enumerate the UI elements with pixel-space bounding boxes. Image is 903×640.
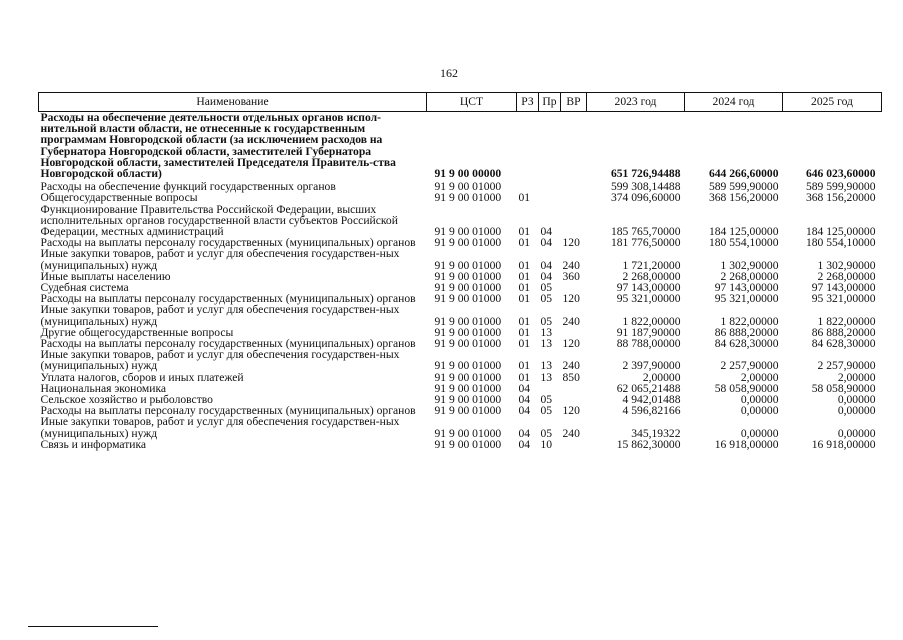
cell-cst: 91 9 00 01000 [434, 292, 502, 306]
cell-y2: 84 628,30000 [714, 337, 779, 351]
cell-rz: 01 [518, 325, 531, 339]
cell-name: Общегосударственные вопросы [40, 191, 198, 205]
header-name: Наименование [39, 93, 427, 112]
cell-rz: 01 [518, 337, 531, 351]
cell-y1: 62 065,21488 [616, 381, 681, 395]
cell-cst: 91 9 00 00000 [427, 112, 517, 182]
cell-rz: 04 [518, 437, 531, 451]
cell-y2: 16 918,00000 [714, 437, 779, 451]
budget-table-container [38, 92, 881, 450]
cell-cst: 91 9 00 01000 [434, 381, 502, 395]
cell-y2: 86 888,20000 [714, 325, 779, 339]
cell-cst: 91 9 00 01000 [434, 404, 502, 418]
cell-rz: 04 [518, 381, 531, 395]
cell-y2: 1 302,90000 [720, 258, 779, 272]
cell-y1: 4 596,82166 [622, 404, 681, 418]
cell-pr: 04 [540, 225, 553, 239]
header-cst: ЦСТ [427, 93, 517, 112]
cell-name: Расходы на выплаты персоналу государственных (муниципальных) органов [40, 236, 416, 250]
table-body [39, 112, 882, 451]
cell-y1: 91 187,90000 [616, 325, 681, 339]
cell-name: Расходы на обеспечение деятельности отдельных органов испол-нительной власти области, не отнесенные к государственным программам Новгородской области (за исключением расходов на Губернатора Новгородской области, заместителей Губернатора Новгородской области, заместителей Председателя Правитель-ства Новгородской области) [39, 112, 427, 182]
cell-y2: 0,00000 [740, 404, 779, 418]
cell-cst: 91 9 00 01000 [434, 337, 502, 351]
cell-rz: 04 [518, 426, 531, 440]
cell-vr: 240 [562, 258, 580, 272]
cell-y3: 646 023,60000 [783, 112, 882, 182]
header-vr: ВР [561, 93, 587, 112]
header-year-2023: 2023 год [587, 93, 685, 112]
cell-y3: 84 628,30000 [811, 337, 876, 351]
cell-name: Расходы на выплаты персоналу государственных (муниципальных) органов [40, 337, 416, 351]
cell-y1: 1 822,00000 [622, 314, 681, 328]
cell-vr [561, 181, 587, 192]
header-pr: Пр [539, 93, 561, 112]
cell-y3: 2 268,00000 [817, 269, 876, 283]
cell-cst: 91 9 00 01000 [434, 359, 502, 373]
cell-rz: 01 [518, 292, 531, 306]
cell-y2: 58 058,90000 [714, 381, 779, 395]
cell-y3: 58 058,90000 [811, 381, 876, 395]
cell-y3: 1 822,00000 [817, 314, 876, 328]
cell-cst: 91 9 00 01000 [434, 269, 502, 283]
cell-vr: 360 [562, 269, 580, 283]
cell-rz [517, 112, 539, 182]
cell-name: Иные закупки товаров, работ и услуг для обеспечения государствен-ных (муниципальных) нужд [40, 415, 400, 440]
cell-name: Уплата налогов, сборов и иных платежей [40, 370, 244, 384]
cell-y3: 95 321,00000 [811, 292, 876, 306]
cell-pr: 04 [540, 236, 553, 250]
cell-y1: 2,00000 [642, 370, 681, 384]
table-row [39, 304, 882, 326]
cell-y3: 1 302,90000 [817, 258, 876, 272]
cell-pr [539, 112, 561, 182]
cell-y2: 95 321,00000 [714, 292, 779, 306]
cell-rz: 01 [518, 281, 531, 295]
cell-y3: 0,00000 [837, 426, 876, 440]
cell-vr [561, 192, 587, 203]
cell-y1: 15 862,30000 [616, 437, 681, 451]
cell-pr: 05 [540, 292, 553, 306]
cell-y3: 180 554,10000 [805, 236, 876, 250]
cell-pr: 05 [540, 404, 553, 418]
cell-y2: 180 554,10000 [708, 236, 779, 250]
table-row [39, 416, 882, 438]
cell-y2: 184 125,00000 [708, 225, 779, 239]
cell-y1: 97 143,00000 [616, 281, 681, 295]
cell-y3: 0,00000 [837, 393, 876, 407]
header-rz: РЗ [517, 93, 539, 112]
cell-rz: 04 [518, 404, 531, 418]
cell-y1: 651 726,94488 [587, 112, 685, 182]
cell-y2: 2,00000 [740, 370, 779, 384]
cell-y3: 368 156,20000 [805, 191, 876, 205]
cell-y2: 2 257,90000 [720, 359, 779, 373]
cell-vr: 120 [562, 404, 580, 418]
cell-cst: 91 9 00 01000 [434, 236, 502, 250]
page-number: 162 [440, 66, 458, 80]
cell-y1: 2 397,90000 [622, 359, 681, 373]
cell-rz: 01 [518, 269, 531, 283]
cell-name: Расходы на выплаты персоналу государственных (муниципальных) органов [40, 292, 416, 306]
footer-divider [28, 626, 158, 627]
cell-y1: 599 308,14488 [610, 180, 681, 194]
cell-cst: 91 9 00 01000 [434, 325, 502, 339]
cell-pr: 05 [540, 281, 553, 295]
cell-pr: 04 [540, 269, 553, 283]
cell-cst: 91 9 00 01000 [434, 370, 502, 384]
cell-vr: 240 [562, 359, 580, 373]
cell-pr: 05 [540, 314, 553, 328]
cell-name: Функционирование Правительства Российской Федерации, высших исполнительных органов государственной власти субъектов Российской Федерации, местных администраций [40, 202, 398, 239]
cell-y1: 374 096,60000 [610, 191, 681, 205]
cell-rz: 01 [518, 191, 531, 205]
cell-y1: 181 776,50000 [610, 236, 681, 250]
cell-pr: 13 [540, 370, 553, 384]
header-year-2025: 2025 год [783, 93, 882, 112]
cell-vr [561, 112, 587, 182]
cell-cst: 91 9 00 01000 [434, 393, 502, 407]
cell-name: Иные закупки товаров, работ и услуг для обеспечения государствен-ных (муниципальных) нужд [40, 348, 400, 373]
cell-pr: 13 [540, 359, 553, 373]
cell-y2: 97 143,00000 [714, 281, 779, 295]
cell-vr: 240 [562, 426, 580, 440]
cell-rz: 01 [518, 225, 531, 239]
cell-cst: 91 9 00 01000 [434, 437, 502, 451]
cell-y1: 88 788,00000 [616, 337, 681, 351]
cell-name: Иные закупки товаров, работ и услуг для обеспечения государствен-ных (муниципальных) нужд [40, 303, 400, 328]
cell-pr: 13 [540, 325, 553, 339]
cell-cst: 91 9 00 01000 [434, 426, 502, 440]
cell-vr: 850 [562, 370, 580, 384]
cell-cst: 91 9 00 01000 [434, 225, 502, 239]
cell-y3: 2 257,90000 [817, 359, 876, 373]
cell-pr: 05 [540, 393, 553, 407]
table-row [39, 439, 882, 450]
cell-rz: 01 [518, 370, 531, 384]
cell-vr: 120 [562, 292, 580, 306]
cell-pr: 04 [540, 258, 553, 272]
cell-y2: 0,00000 [740, 426, 779, 440]
cell-y3: 97 143,00000 [811, 281, 876, 295]
cell-pr: 13 [540, 337, 553, 351]
cell-y3: 86 888,20000 [811, 325, 876, 339]
cell-y2: 1 822,00000 [720, 314, 779, 328]
cell-pr: 10 [540, 437, 553, 451]
header-year-2024: 2024 год [685, 93, 783, 112]
cell-y1: 4 942,01488 [622, 393, 681, 407]
cell-vr [561, 439, 587, 450]
cell-name: Судебная система [40, 281, 129, 295]
cell-pr [539, 181, 561, 192]
table-row [39, 248, 882, 270]
cell-name: Другие общегосударственные вопросы [40, 325, 234, 339]
table-header [39, 93, 882, 112]
cell-y3: 16 918,00000 [811, 437, 876, 451]
cell-vr [561, 204, 587, 238]
cell-y3: 2,00000 [837, 370, 876, 384]
header-row [39, 93, 882, 112]
cell-cst: 91 9 00 01000 [434, 314, 502, 328]
cell-y1: 1 721,20000 [622, 258, 681, 272]
cell-name: Национальная экономика [40, 381, 167, 395]
cell-name: Связь и информатика [40, 437, 147, 451]
cell-vr [561, 383, 587, 394]
cell-cst: 91 9 00 01000 [434, 191, 502, 205]
table-row [39, 192, 882, 203]
cell-y1: 345,19322 [631, 426, 681, 440]
cell-name: Расходы на обеспечение функций государственных органов [40, 180, 336, 194]
cell-y1: 95 321,00000 [616, 292, 681, 306]
cell-rz: 01 [518, 236, 531, 250]
cell-cst: 91 9 00 01000 [434, 180, 502, 194]
budget-table [38, 92, 882, 450]
cell-y2: 368 156,20000 [708, 191, 779, 205]
cell-rz: 01 [518, 314, 531, 328]
cell-name: Сельское хозяйство и рыболовство [40, 393, 213, 407]
cell-y2: 0,00000 [740, 393, 779, 407]
table-row [39, 204, 882, 238]
cell-vr: 120 [562, 236, 580, 250]
cell-y2: 2 268,00000 [720, 269, 779, 283]
cell-y1: 2 268,00000 [622, 269, 681, 283]
cell-name: Иные закупки товаров, работ и услуг для обеспечения государствен-ных (муниципальных) нужд [40, 247, 400, 272]
cell-rz: 01 [518, 359, 531, 373]
cell-y3: 0,00000 [837, 404, 876, 418]
cell-pr [539, 192, 561, 203]
cell-cst: 91 9 00 01000 [434, 258, 502, 272]
cell-y2: 589 599,90000 [708, 180, 779, 194]
cell-vr: 120 [562, 337, 580, 351]
cell-rz: 04 [518, 393, 531, 407]
cell-y3: 184 125,00000 [805, 225, 876, 239]
cell-cst: 91 9 00 01000 [434, 281, 502, 295]
cell-name: Расходы на выплаты персоналу государственных (муниципальных) органов [40, 404, 416, 418]
cell-rz: 01 [518, 258, 531, 272]
table-row [39, 349, 882, 371]
table-row-total [39, 112, 882, 182]
cell-y2: 644 266,60000 [685, 112, 783, 182]
cell-name: Иные выплаты населению [40, 269, 171, 283]
cell-vr: 240 [562, 314, 580, 328]
cell-y3: 589 599,90000 [805, 180, 876, 194]
cell-y1: 185 765,70000 [610, 225, 681, 239]
cell-pr: 05 [540, 426, 553, 440]
